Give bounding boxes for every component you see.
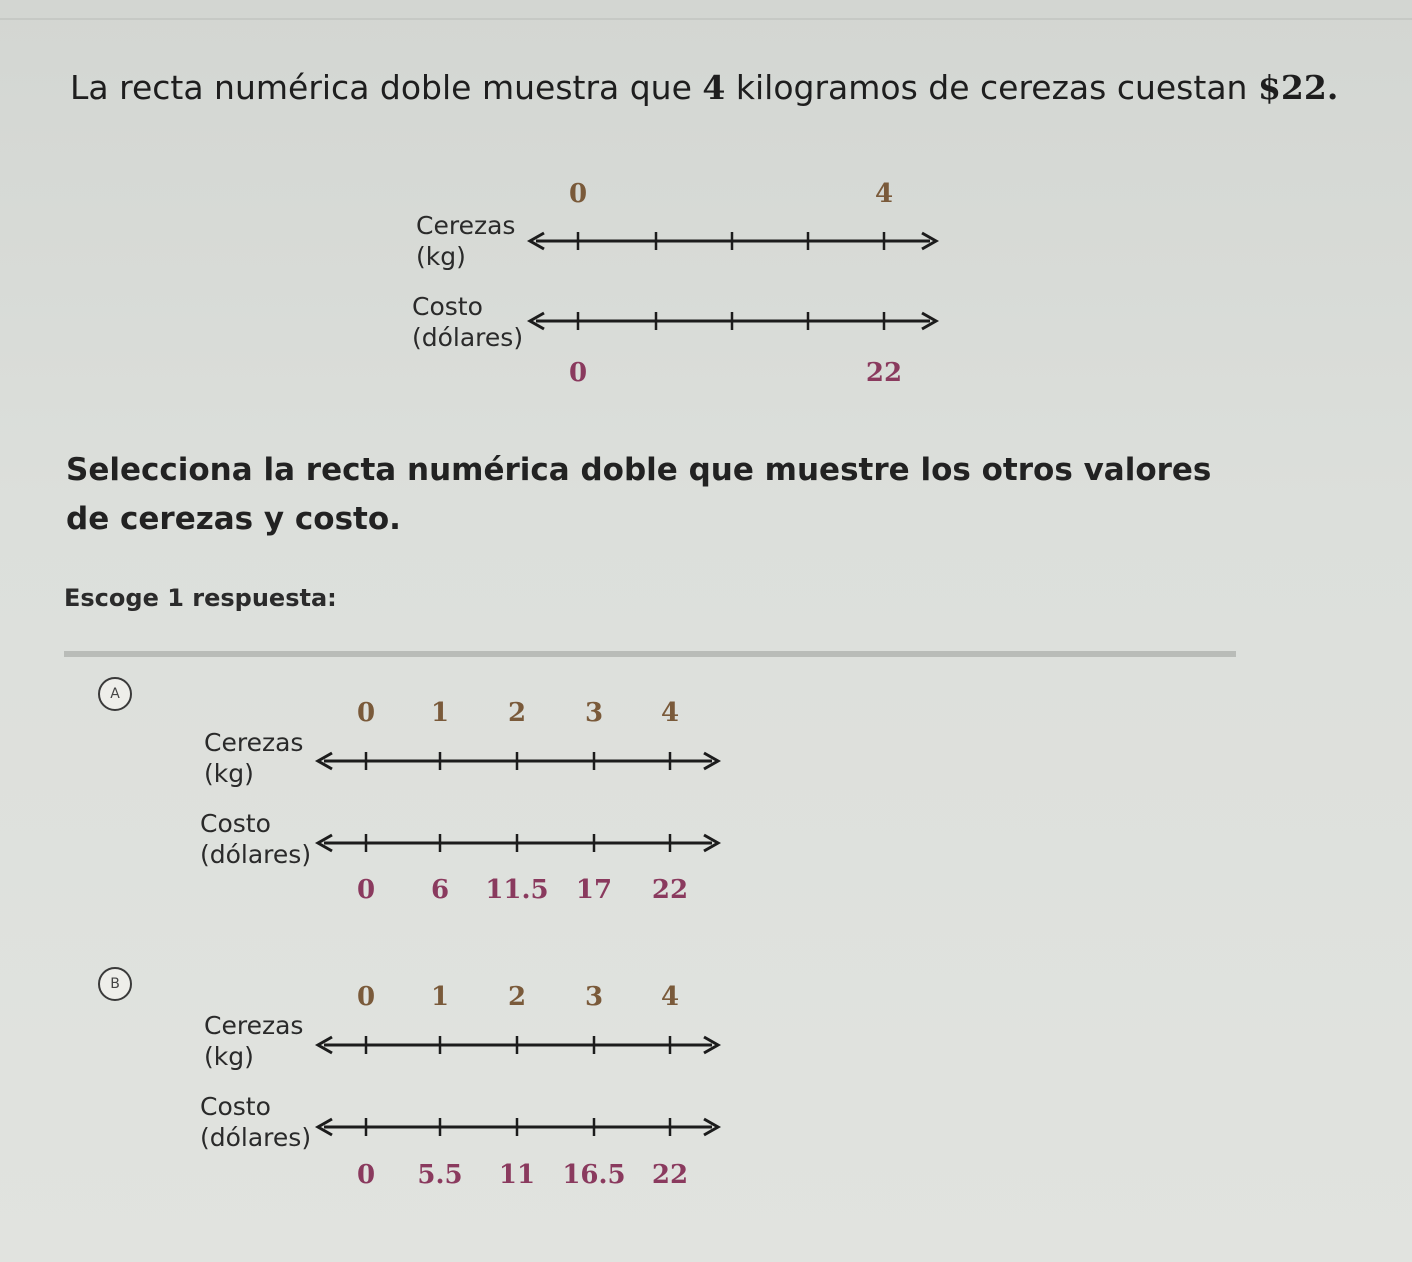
option-a-cost-tick-label: 11.5 [485,875,549,905]
option-a-cherries-tick-label: 0 [356,698,376,728]
example-cherries-tick-label: 4 [874,179,894,209]
choose-label: Escoge 1 respuesta: [64,584,337,612]
option-b-cost-tick-label: 16.5 [562,1160,626,1190]
option-a-cherries-tick-label: 1 [430,698,450,728]
option-a-cost-tick-label: 22 [651,875,689,905]
intro-text-before: La recta numérica doble muestra que [70,68,692,107]
example-cost-label-line1: Costo [412,292,483,321]
option-a-cherries-tick-label: 2 [507,698,527,728]
intro-cost-value: $22. [1257,68,1339,107]
intro-text-middle: kilogramos de cerezas cuestan [735,68,1248,107]
option-b-cost-tick-label: 0 [356,1160,376,1190]
example-cherries-label-line1: Cerezas [416,211,516,240]
option-b-cost-label-line1: Costo [200,1092,271,1121]
option-b-cost-tick-label: 11 [498,1160,536,1190]
option-b-radio[interactable]: B [98,967,132,1001]
option-a-cost-tick-label: 6 [430,875,450,905]
option-b-cost-tick-label: 5.5 [417,1160,463,1190]
option-a-cost-tick-label: 17 [575,875,613,905]
option-b-cost-label-line2: (dólares) [200,1123,312,1152]
option-a-cost-label-line1: Costo [200,809,271,838]
option-a-cherries-label-line1: Cerezas [204,728,304,757]
option-b-cost-tick-label: 22 [651,1160,689,1190]
option-a-cost-label-line2: (dólares) [200,840,312,869]
option-a-cost-tick-label: 0 [356,875,376,905]
example-cost-tick-label: 0 [568,358,588,388]
example-cost-label-line2: (dólares) [412,323,524,352]
option-b-cherries-label-line2: (kg) [204,1042,254,1071]
option-a-radio[interactable]: A [98,677,132,711]
intro-kg-value: 4 [702,68,726,107]
option-b-cherries-tick-label: 2 [507,982,527,1012]
option-b-cherries-tick-label: 0 [356,982,376,1012]
option-a-cherries-tick-label: 3 [584,698,604,728]
option-b-cherries-tick-label: 1 [430,982,450,1012]
option-b-cherries-tick-label: 3 [584,982,604,1012]
option-a-cherries-tick-label: 4 [660,698,680,728]
question-text: Selecciona la recta numérica doble que muestre los otros valores de cerezas y costo. [66,452,1212,537]
option-b-cherries-label-line1: Cerezas [204,1011,304,1040]
option-b-cherries-tick-label: 4 [660,982,680,1012]
option-a-cherries-label-line2: (kg) [204,759,254,788]
example-cherries-label-line2: (kg) [416,242,466,271]
example-cherries-tick-label: 0 [568,179,588,209]
example-cost-tick-label: 22 [865,358,903,388]
